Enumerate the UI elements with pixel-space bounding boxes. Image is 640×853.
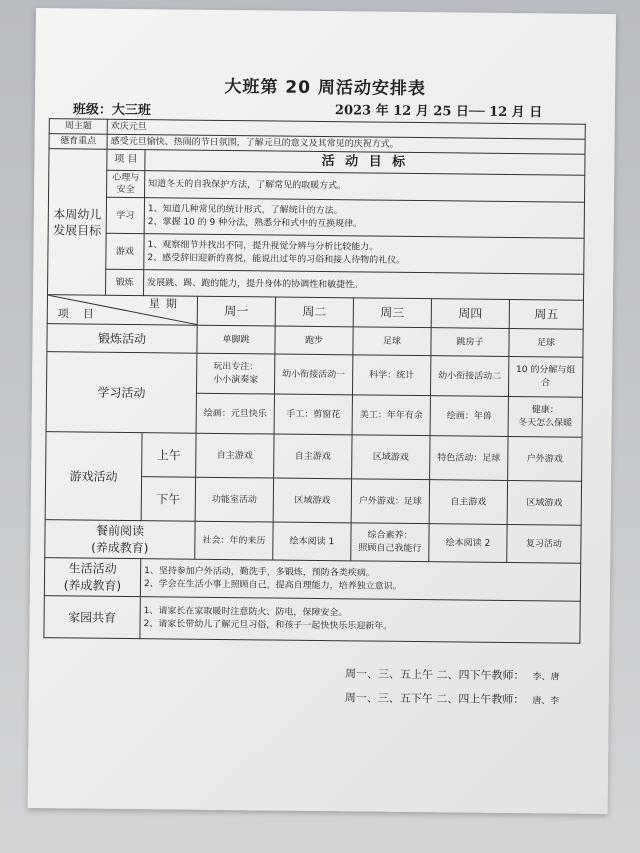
game-cell: 自主游戏 <box>196 433 274 478</box>
home-label: 家园共育 <box>44 596 140 639</box>
document-page <box>28 8 616 814</box>
corner-bottom-label: 项目 <box>57 307 108 322</box>
home-row <box>44 596 580 644</box>
goal-text: 1、知道几种常见的统计形式，了解统计的方法。 2、掌握 10 的 9 种分法，熟悉分和式中的互换规律。 <box>144 198 584 239</box>
home-text: 1、请家长在家取暖时注意防火、防电，保障安全。 2、请家长带幼儿了解元旦习俗，和孩子一起快快乐乐迎新年。 <box>140 597 580 644</box>
study-cell: 绘画：年兽 <box>430 396 508 437</box>
teacher-line-text: 周一、三、五上午 二、四下午教师： <box>344 667 525 683</box>
corner-cell <box>47 295 197 326</box>
corner-top-label: 星期 <box>148 297 183 311</box>
goal-row <box>48 197 584 239</box>
goal-text: 知道冬天的自我保护方法，了解常见的取暖方式。 <box>145 170 585 202</box>
reading-cell: 绘本阅读 2 <box>429 524 507 563</box>
exercise-cell: 足球 <box>353 327 431 356</box>
games-am-label: 上午 <box>142 433 196 478</box>
game-cell: 特色活动：足球 <box>430 436 508 481</box>
moral-label: 德育重点 <box>49 134 107 150</box>
study-cell: 绘画：元旦快乐 <box>196 393 274 434</box>
page-title: 大班第 20 周活动安排表 <box>224 76 427 100</box>
exercise-cell: 跑步 <box>275 326 353 355</box>
exercise-cell: 跳房子 <box>431 328 509 357</box>
life-label: 生活活动 (养成教育) <box>44 558 140 597</box>
reading-cell: 社会：年的来历 <box>195 521 273 560</box>
study-row <box>46 352 582 398</box>
game-cell: 户外游戏：足球 <box>351 479 429 524</box>
moral-value: 感受元旦愉快、热闹的节日氛围，了解元旦的意义及其常见的庆祝方式。 <box>107 134 585 154</box>
study-cell: 10 的分解与组合 <box>508 357 582 398</box>
goals-section-label: 本周幼儿发展目标 <box>47 149 107 295</box>
exercise-label: 锻炼活动 <box>47 324 197 354</box>
day-header: 周二 <box>275 297 353 327</box>
reading-row <box>45 520 581 564</box>
game-cell: 自主游戏 <box>429 480 507 525</box>
study-cell: 科学：统计 <box>352 355 430 396</box>
goal-item: 游戏 <box>106 233 144 269</box>
theme-label: 周主题 <box>49 119 107 135</box>
exercise-cell: 足球 <box>509 329 583 358</box>
reading-cell: 绘本阅读 1 <box>273 522 351 561</box>
study-label: 学习活动 <box>46 352 197 434</box>
game-cell: 户外游戏 <box>508 437 582 482</box>
day-header: 周五 <box>509 300 583 330</box>
reading-cell: 复习活动 <box>507 525 581 564</box>
day-header: 周一 <box>197 296 275 326</box>
class-info: 班级：大三班 <box>72 102 152 119</box>
schedule-table <box>43 118 585 644</box>
study-cell: 幼小衔接活动一 <box>274 354 352 395</box>
goal-item: 锻炼 <box>105 269 143 295</box>
game-cell: 自主游戏 <box>274 434 352 479</box>
goal-text: 1、观察细节并找出不同，提升视觉分辨与分析比较能力。 2、感受辞旧迎新的喜悦，能说出过年的习俗和接人待物的礼仪。 <box>144 234 584 275</box>
day-header: 周四 <box>431 299 509 329</box>
game-cell: 功能室活动 <box>195 477 273 522</box>
game-cell: 区域游戏 <box>507 481 581 526</box>
life-text: 1、坚持参加户外活动，勤洗手，多锻炼，预防各类疾病。 2、学会在生活小事上照顾自己，提高自理能力，培养独立意识。 <box>140 559 580 602</box>
reading-cell: 综合素养： 照顾自己我能行 <box>351 523 429 562</box>
teacher-names: 唐、李 <box>532 696 560 707</box>
teacher-names: 李、唐 <box>532 672 560 683</box>
goals-col-goal: 活 动 目 标 <box>145 150 585 175</box>
goals-col-item: 项 目 <box>107 150 145 171</box>
study-cell: 玩出专注： 小小演奏家 <box>196 353 274 394</box>
goal-item: 心理与安全 <box>107 170 145 198</box>
games-label: 游戏活动 <box>45 432 142 521</box>
teacher-line-2 <box>345 689 560 707</box>
game-am-row <box>46 432 582 482</box>
game-cell: 区域游戏 <box>273 478 351 523</box>
reading-label: 餐前阅读 (养成教育) <box>45 520 195 560</box>
goal-text: 发展跳、踢、跑的能力，提升身体的协调性和敏捷性。 <box>143 270 583 301</box>
day-header: 周三 <box>353 298 431 328</box>
teacher-line-1 <box>345 665 560 683</box>
theme-value: 欢庆元旦 <box>107 119 585 139</box>
games-pm-label: 下午 <box>141 477 195 522</box>
study-cell: 幼小衔接活动二 <box>430 356 508 397</box>
days-header-row <box>47 295 583 330</box>
study-cell: 美工：年年有余 <box>352 395 430 436</box>
exercise-cell: 单脚跳 <box>197 325 275 354</box>
game-cell: 区域游戏 <box>352 435 430 480</box>
study-cell: 手工：剪窗花 <box>274 394 352 435</box>
life-row <box>44 558 580 602</box>
goal-row <box>48 233 584 275</box>
study-cell: 健康： 冬天怎么保暖 <box>508 397 582 438</box>
goal-item: 学习 <box>106 197 144 233</box>
teacher-line-text: 周一、三、五下午 二、四上午教师： <box>344 691 525 707</box>
date-range: 2023 年 12 月 25 日── 12 月 日 <box>334 103 543 121</box>
